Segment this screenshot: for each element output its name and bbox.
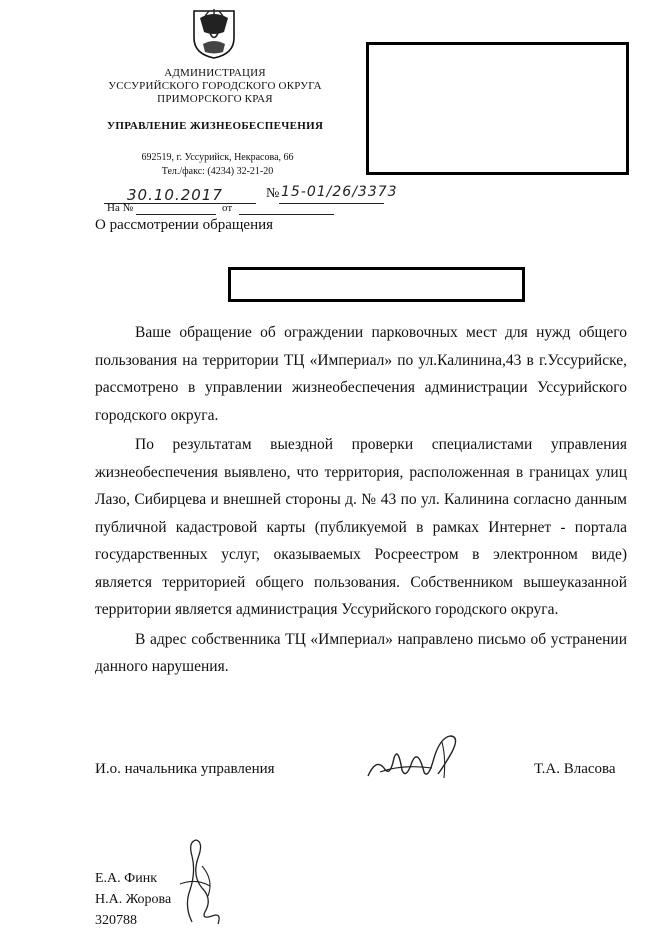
signatory-position: И.о. начальника управления: [95, 761, 275, 777]
coat-of-arms-emblem: [191, 8, 237, 60]
organization-name: [90, 67, 340, 106]
na-label: На №: [107, 202, 134, 214]
signatory-name: Т.А. Власова: [534, 761, 616, 777]
executor-block: [95, 868, 171, 931]
body-paragraph-3: В адрес собственника ТЦ «Империал» направлено письмо об устранении данного нарушения.: [95, 630, 627, 675]
number-underline: [279, 203, 384, 204]
letter-body: [95, 319, 627, 681]
body-paragraph-2: По результатам выездной проверки специалистами управления жизнеобеспечения выявлено, что территория, расположенная в границах улиц Лазо, Сибирцева и внешней стороны д. № 43 по ул. Калинина согласно данным публичной кадастровой карты (публикуемой в рамках Интернет - портала государственных услуг, оказываемых Росреестром в электронном виде) является территорией общего пользования. Собственником вышеуказанной территории является администрация Уссурийского городского округа.: [95, 436, 627, 618]
ot-label: от: [222, 202, 233, 214]
handwritten-signature: [362, 728, 462, 786]
org-line-3: ПРИМОРСКОГО КРАЯ: [157, 93, 273, 105]
department-name: УПРАВЛЕНИЕ ЖИЗНЕОБЕСПЕЧЕНИЯ: [107, 120, 324, 132]
executor-signature: [172, 836, 230, 928]
org-line-1: АДМИНИСТРАЦИЯ: [164, 67, 266, 79]
org-line-2: УССУРИЙСКОГО ГОРОДСКОГО ОКРУГА: [108, 80, 322, 92]
redacted-recipient-box: [366, 42, 629, 175]
executor-line-1: Е.А. Финк: [95, 871, 158, 886]
handwritten-date: 30.10.2017: [127, 186, 223, 204]
redacted-salutation-box: [228, 267, 525, 302]
ot-underline: [239, 214, 334, 215]
phone-fax: Тел./факс: (4234) 32-21-20: [161, 166, 274, 177]
subject-line: О рассмотрении обращения: [95, 217, 274, 233]
postal-address: 692519, г. Уссурийск, Некрасова, 66: [141, 152, 294, 163]
number-label: №: [266, 186, 280, 201]
executor-line-2: Н.А. Жорова: [95, 892, 172, 907]
handwritten-number: 15-01/26/3373: [281, 184, 398, 200]
na-underline: [136, 214, 216, 215]
executor-phone: 320788: [95, 913, 137, 928]
body-paragraph-1: Ваше обращение об ограждении парковочных мест для нужд общего пользования на территории ТЦ «Империал» по ул.Калинина,43 в г.Уссурийске, рассмотрено в управлении жизнеобеспечения администрации Уссурийского городского округа.: [95, 324, 627, 424]
address-block: [110, 151, 325, 179]
